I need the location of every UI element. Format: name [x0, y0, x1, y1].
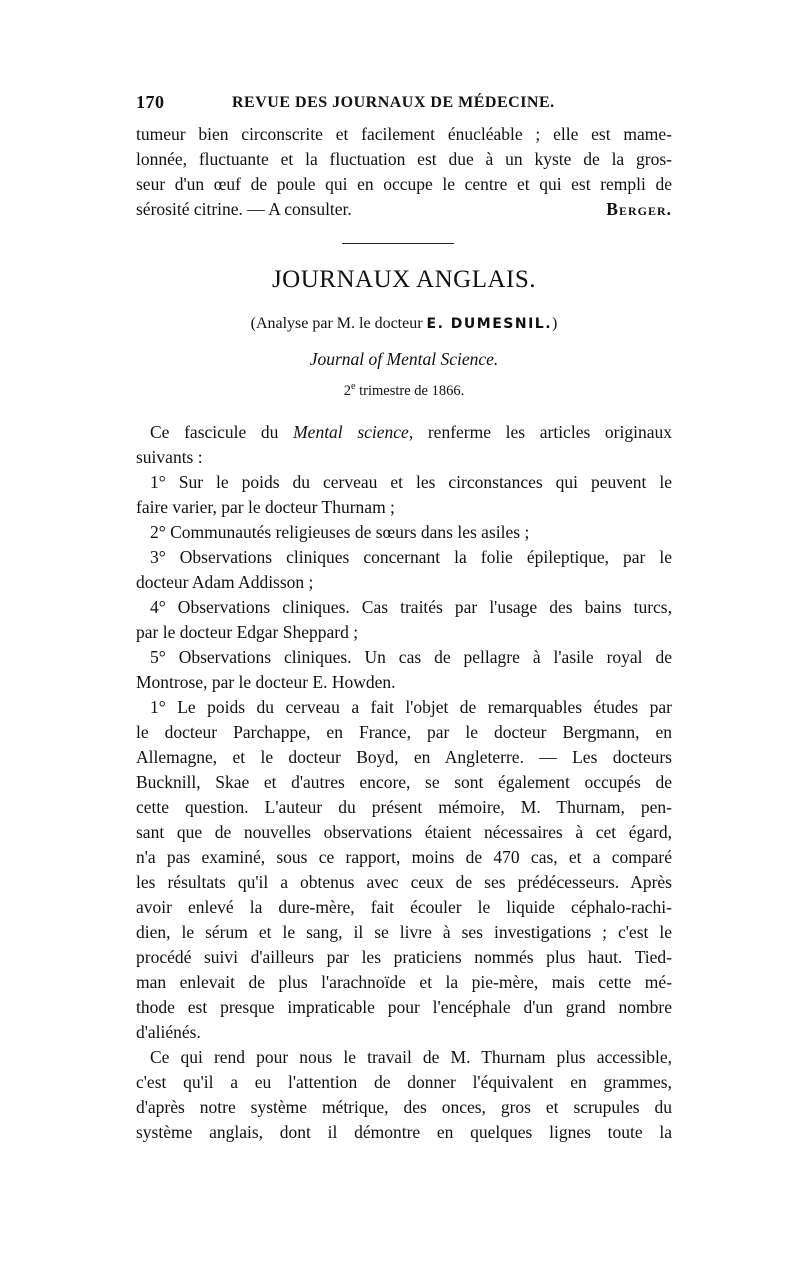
text-line: [136, 545, 672, 570]
text-line-content: le docteur Parchappe, en France, par le docteur Bergmann, en: [136, 722, 672, 742]
text-line: lonnée, fluctuante et la fluctuation est due à un kyste de la gros-: [136, 149, 672, 169]
signature: Berger.: [606, 199, 672, 219]
analysis-author: E. DUMESNIL.: [426, 316, 553, 332]
trimestre-text: trimestre de 1866.: [355, 382, 465, 399]
text-line: [136, 670, 672, 695]
text-line-content: d'après notre système métrique, des onces, gros et scrupules du: [136, 1097, 672, 1117]
text-line-content: Allemagne, et le docteur Boyd, en Angleterre. — Les docteurs: [136, 747, 672, 767]
text-line: [136, 995, 672, 1020]
trimestre-line: [136, 381, 672, 400]
text-line: [136, 695, 672, 720]
text-line-content: avoir enlevé la dure-mère, fait écouler le liquide céphalo-rachi-: [136, 897, 672, 917]
text-line: [136, 197, 672, 222]
text-line-content: suivants :: [136, 447, 203, 467]
text-line-content: 4° Observations cliniques. Cas traités par l'usage des bains turcs,: [150, 597, 672, 617]
text-line-content: 5° Observations cliniques. Un cas de pellagre à l'asile royal de: [150, 647, 672, 667]
text-line: [136, 495, 672, 520]
intro-paragraph: [136, 122, 672, 222]
text-line-content: 1° Le poids du cerveau a fait l'objet de remarquables études par: [150, 697, 672, 717]
text-line: [136, 470, 672, 495]
text-line-content: sant que de nouvelles observations étaient nécessaires à cet égard,: [136, 822, 672, 842]
section-title: JOURNAUX ANGLAIS.: [271, 266, 537, 293]
text-line-content: sérosité citrine. — A consulter.: [136, 199, 352, 219]
text-line: [136, 595, 672, 620]
text-line: [136, 420, 672, 445]
text-line: [136, 520, 672, 545]
text-line: seur d'un œuf de poule qui en occupe le centre et qui est rempli de: [136, 174, 672, 194]
text-line-content: docteur Adam Addisson ;: [136, 572, 314, 592]
text-line: tumeur bien circonscrite et facilement énucléable ; elle est mame-: [136, 124, 672, 144]
journal-title: Journal of Mental Science.: [309, 349, 499, 369]
text-line: [136, 1045, 672, 1070]
text-line: [136, 970, 672, 995]
text-line-content: dien, le sérum et le sang, il se livre à ses investigations ; c'est le: [136, 922, 672, 942]
text-line: [136, 645, 672, 670]
text-line-content: 1° Sur le poids du cerveau et les circonstances qui peuvent le: [150, 472, 672, 492]
text-line: [136, 895, 672, 920]
text-line: [136, 795, 672, 820]
italic-title: Mental science: [293, 422, 409, 442]
text-line-content: Montrose, par le docteur E. Howden.: [136, 672, 396, 692]
analysis-suffix: ): [552, 315, 558, 332]
text-line: [136, 745, 672, 770]
text-line: [136, 620, 672, 645]
text-line-content: man enlevait de plus l'arachnoïde et la pie-mère, mais cette mé-: [136, 972, 672, 992]
text-line: [136, 920, 672, 945]
analysis-credit: [136, 315, 672, 333]
text-line-content: Ce qui rend pour nous le travail de M. Thurnam plus accessible,: [150, 1047, 672, 1067]
text-line: [136, 1070, 672, 1095]
text-line: [136, 720, 672, 745]
text-line-content: d'aliénés.: [136, 1022, 201, 1042]
trimestre-sup: e: [351, 381, 356, 392]
text-line-content: 2° Communautés religieuses de sœurs dans les asiles ;: [150, 522, 530, 542]
text-line-content: thode est presque impraticable pour l'encéphale d'un grand nombre: [136, 997, 672, 1017]
text-line-content: cette question. L'auteur du présent mémoire, M. Thurnam, pen-: [136, 797, 672, 817]
text-line-content: les résultats qu'il a obtenus avec ceux de ses prédécesseurs. Après: [136, 872, 672, 892]
text-line-content: n'a pas examiné, sous ce rapport, moins de 470 cas, et a comparé: [136, 847, 672, 867]
trimestre-number: 2: [343, 382, 352, 399]
text-line: [136, 770, 672, 795]
text-line-content: par le docteur Edgar Sheppard ;: [136, 622, 359, 642]
text-line: [136, 845, 672, 870]
text-line-content: c'est qu'il a eu l'attention de donner l'équivalent en grammes,: [136, 1072, 672, 1092]
section-divider: [342, 243, 454, 244]
text-line-content: 3° Observations cliniques concernant la folie épileptique, par le: [150, 547, 672, 567]
running-title: REVUE DES JOURNAUX DE MÉDECINE.: [232, 94, 555, 111]
analysis-prefix: (Analyse par M. le docteur: [250, 315, 423, 332]
text-line-content: procédé suivi d'ailleurs par les praticiens nommés plus haut. Tied-: [136, 947, 672, 967]
text-line: [136, 820, 672, 845]
text-line: [136, 1120, 672, 1145]
text-line: [136, 870, 672, 895]
article-body: [136, 420, 672, 1145]
text-line-content: faire varier, par le docteur Thurnam ;: [136, 497, 395, 517]
text-line-content: système anglais, dont il démontre en quelques lignes toute la: [136, 1122, 672, 1142]
text-line: [136, 945, 672, 970]
page-number: 170: [136, 92, 165, 112]
text-line: [136, 445, 672, 470]
text-line: [136, 1020, 672, 1045]
text-line: [136, 570, 672, 595]
text-line-content: , renferme les articles originaux: [408, 422, 672, 442]
text-line-content: Bucknill, Skae et d'autres encore, se sont également occupés de: [136, 772, 672, 792]
text-line-content: Ce fascicule du: [150, 422, 294, 442]
text-line: [136, 1095, 672, 1120]
